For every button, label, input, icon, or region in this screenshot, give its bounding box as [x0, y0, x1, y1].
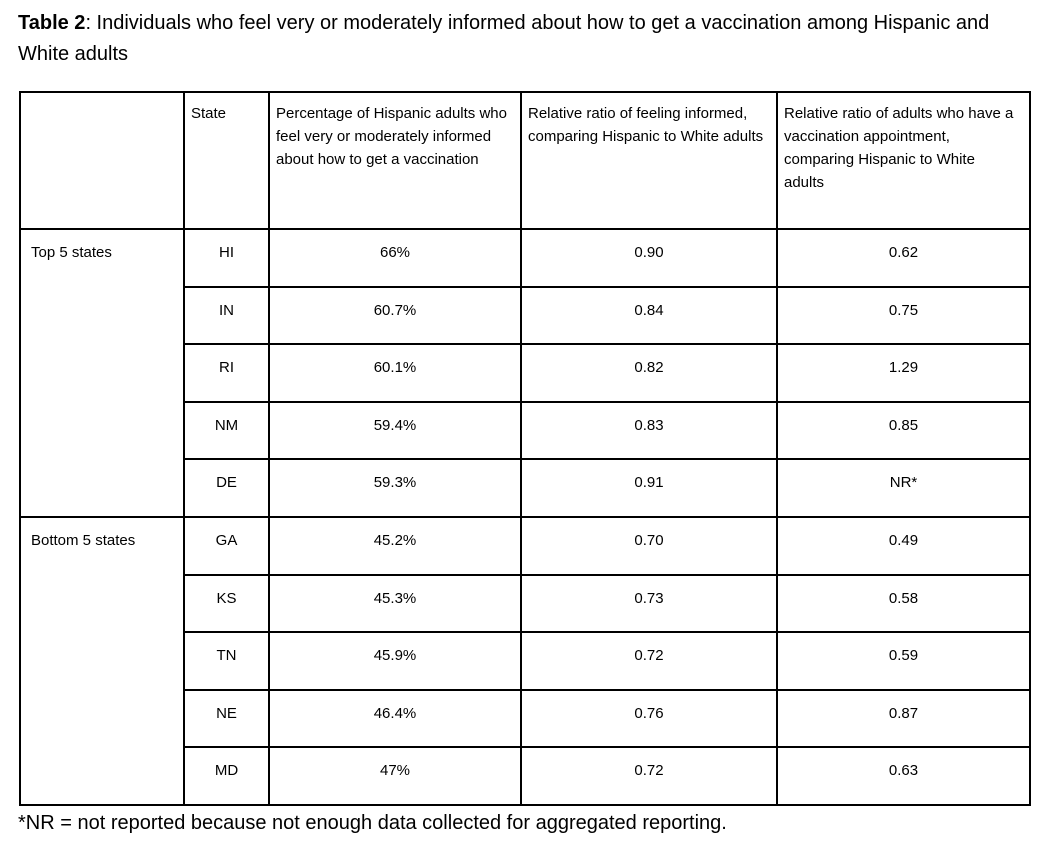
ratio-appointment-cell: NR* [777, 459, 1030, 517]
ratio-informed-cell: 0.72 [521, 632, 777, 690]
ratio-appointment-cell: 0.62 [777, 229, 1030, 287]
percentage-cell: 47% [269, 747, 521, 805]
state-cell: HI [184, 229, 269, 287]
ratio-appointment-cell: 0.49 [777, 517, 1030, 575]
header-row [20, 92, 1030, 229]
state-cell: DE [184, 459, 269, 517]
ratio-appointment-cell: 0.59 [777, 632, 1030, 690]
percentage-cell: 46.4% [269, 690, 521, 748]
percentage-cell: 59.3% [269, 459, 521, 517]
table-caption [18, 8, 1008, 70]
percentage-cell: 45.3% [269, 575, 521, 633]
ratio-appointment-cell: 1.29 [777, 344, 1030, 402]
ratio-informed-cell: 0.84 [521, 287, 777, 345]
ratio-informed-cell: 0.83 [521, 402, 777, 460]
table-caption-label: Table 2 [18, 12, 86, 34]
ratio-appointment-cell: 0.85 [777, 402, 1030, 460]
percentage-cell: 60.7% [269, 287, 521, 345]
percentage-cell: 66% [269, 229, 521, 287]
group-label: Bottom 5 states [20, 517, 184, 805]
ratio-informed-cell: 0.70 [521, 517, 777, 575]
table-header [20, 92, 1030, 229]
table-row [20, 517, 1030, 575]
table-row [20, 229, 1030, 287]
footnote: *NR = not reported because not enough data collected for aggregated reporting. [18, 812, 727, 834]
state-cell: KS [184, 575, 269, 633]
group-label: Top 5 states [20, 229, 184, 517]
ratio-informed-cell: 0.91 [521, 459, 777, 517]
header-cell-ratio-appointment: Relative ratio of adults who have a vaccination appointment, comparing Hispanic to White adults [777, 92, 1030, 229]
percentage-cell: 45.9% [269, 632, 521, 690]
percentage-cell: 59.4% [269, 402, 521, 460]
ratio-informed-cell: 0.76 [521, 690, 777, 748]
table-body [20, 229, 1030, 805]
percentage-cell: 60.1% [269, 344, 521, 402]
data-table [19, 91, 1031, 806]
state-cell: NE [184, 690, 269, 748]
state-cell: TN [184, 632, 269, 690]
state-cell: GA [184, 517, 269, 575]
header-cell-percentage-informed: Percentage of Hispanic adults who feel very or moderately informed about how to get a vaccination [269, 92, 521, 229]
header-cell-empty [20, 92, 184, 229]
percentage-cell: 45.2% [269, 517, 521, 575]
state-cell: RI [184, 344, 269, 402]
header-cell-state: State [184, 92, 269, 229]
state-cell: IN [184, 287, 269, 345]
ratio-informed-cell: 0.90 [521, 229, 777, 287]
ratio-appointment-cell: 0.75 [777, 287, 1030, 345]
state-cell: NM [184, 402, 269, 460]
ratio-appointment-cell: 0.58 [777, 575, 1030, 633]
table-caption-text: : Individuals who feel very or moderately informed about how to get a vaccination among Hispanic and White adults [18, 12, 990, 65]
ratio-appointment-cell: 0.63 [777, 747, 1030, 805]
ratio-informed-cell: 0.82 [521, 344, 777, 402]
ratio-informed-cell: 0.73 [521, 575, 777, 633]
ratio-informed-cell: 0.72 [521, 747, 777, 805]
ratio-appointment-cell: 0.87 [777, 690, 1030, 748]
header-cell-ratio-informed: Relative ratio of feeling informed, comparing Hispanic to White adults [521, 92, 777, 229]
state-cell: MD [184, 747, 269, 805]
